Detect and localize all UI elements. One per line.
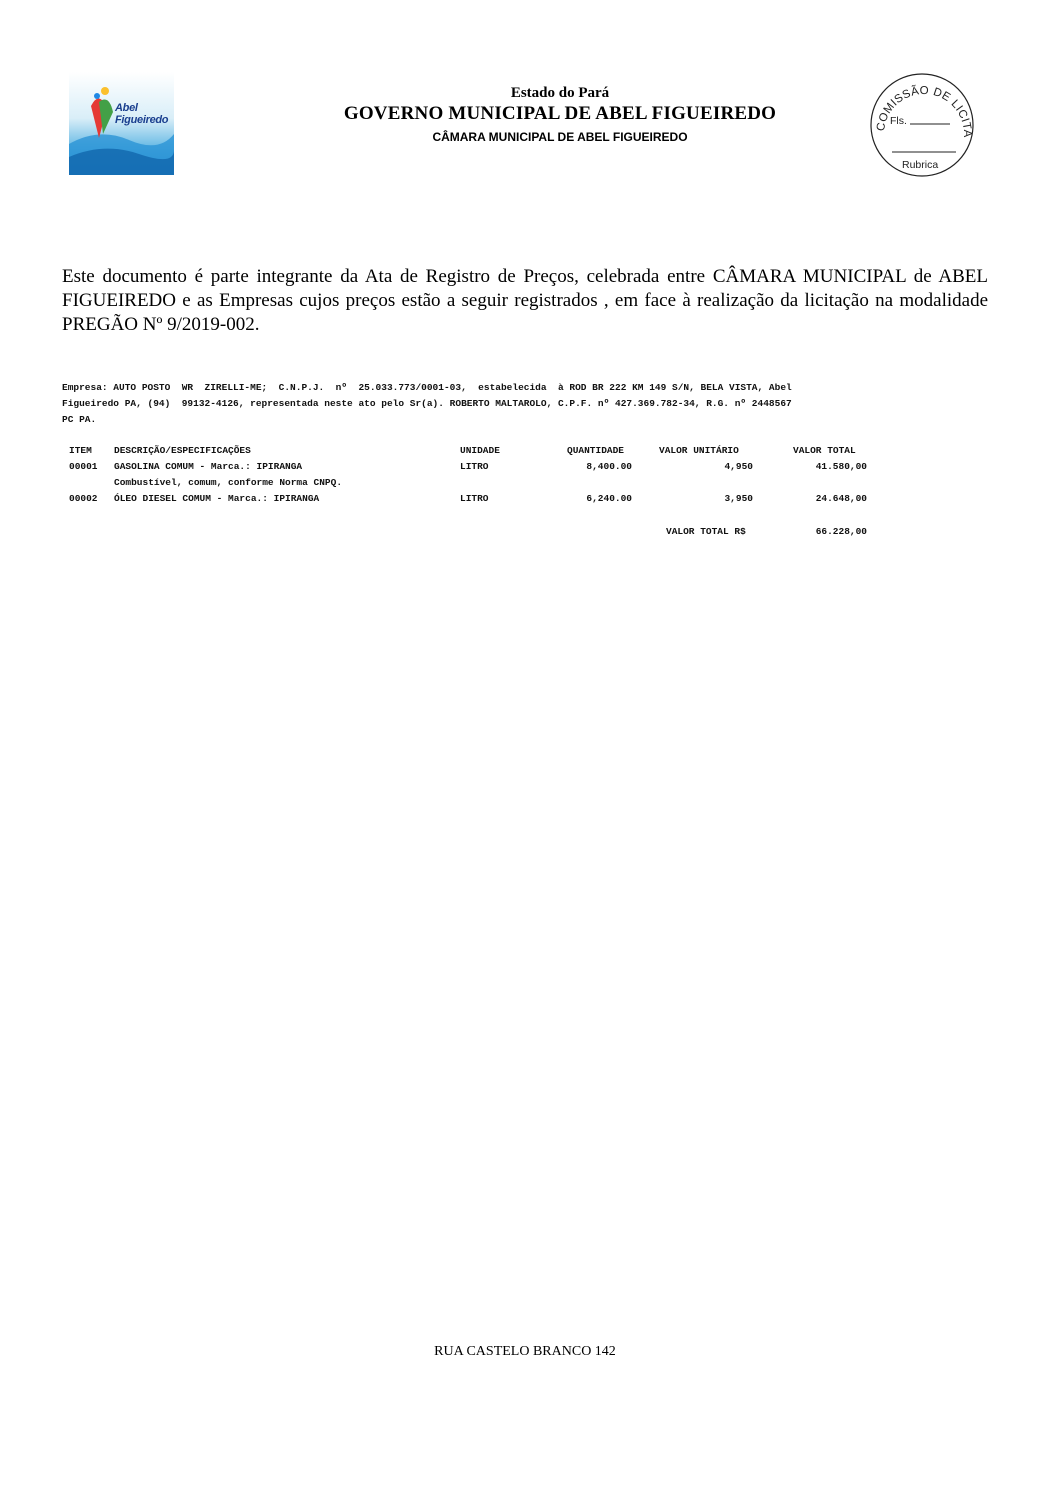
stamp-ring-text: COMISSÃO DE LICITA bbox=[874, 84, 974, 138]
row-unit-price: 3,950 bbox=[724, 493, 753, 504]
footer-address: RUA CASTELO BRANCO 142 bbox=[434, 1344, 616, 1359]
table-row bbox=[0, 459, 1058, 475]
row-unit: LITRO bbox=[460, 493, 489, 504]
table-header bbox=[0, 443, 1058, 459]
row-description-extra: Combustível, comum, conforme Norma CNPQ. bbox=[114, 477, 343, 488]
document-header bbox=[280, 84, 840, 146]
chamber-name: CÂMARA MUNICIPAL DE ABEL FIGUEIREDO bbox=[432, 130, 688, 144]
row-description: GASOLINA COMUM - Marca.: IPIRANGA bbox=[114, 461, 303, 472]
table-row-continuation bbox=[0, 475, 1058, 491]
row-quantity: 8,400.00 bbox=[586, 461, 632, 472]
row-description: ÓLEO DIESEL COMUM - Marca.: IPIRANGA bbox=[114, 493, 320, 504]
header-description: DESCRIÇÃO/ESPECIFICAÇÕES bbox=[114, 445, 251, 456]
company-line-1: Empresa: AUTO POSTO WR ZIRELLI-ME; C.N.P.J. nº 25.033.773/0001-03, estabelecida à ROD BR 222 KM 149 S/N, BELA VISTA, Abel bbox=[62, 382, 792, 393]
row-total: 24.648,00 bbox=[815, 493, 867, 504]
svg-text:COMISSÃO DE LICITAÇÃO bbox=[868, 72, 973, 138]
row-quantity: 6,240.00 bbox=[586, 493, 632, 504]
government-name: GOVERNO MUNICIPAL DE ABEL FIGUEIREDO bbox=[343, 103, 777, 124]
grand-total-value: 66.228,00 bbox=[815, 526, 867, 537]
grand-total-row bbox=[0, 524, 1058, 540]
commission-stamp bbox=[868, 72, 976, 178]
stamp-fls-label: Fls. bbox=[890, 115, 907, 127]
state-name: Estado do Pará bbox=[510, 85, 610, 101]
row-unit: LITRO bbox=[460, 461, 489, 472]
logo-text: Abel Figueiredo bbox=[115, 102, 169, 126]
header-item: ITEM bbox=[69, 445, 92, 456]
intro-paragraph: Este documento é parte integrante da Ata de Registro de Preços, celebrada entre CÂMARA MUNICIPAL de ABEL FIGUEIREDO e as Empresas cujos preços estão a seguir registrados , em face à realização da licitação na modalidade PREGÃO Nº 9/2019-002. bbox=[62, 266, 988, 335]
header-unit: UNIDADE bbox=[460, 445, 500, 456]
municipal-logo bbox=[69, 72, 174, 175]
table-row bbox=[0, 491, 1058, 507]
header-unit-price: VALOR UNITÁRIO bbox=[659, 445, 739, 456]
row-total: 41.580,00 bbox=[815, 461, 867, 472]
row-item: 00002 bbox=[69, 493, 98, 504]
header-total: VALOR TOTAL bbox=[793, 445, 856, 456]
grand-total-label: VALOR TOTAL R$ bbox=[666, 526, 746, 537]
header-quantity: QUANTIDADE bbox=[567, 445, 625, 456]
company-line-3: PC PA. bbox=[62, 414, 97, 425]
row-item: 00001 bbox=[69, 461, 98, 472]
row-unit-price: 4,950 bbox=[724, 461, 753, 472]
stamp-rubrica-label: Rubrica bbox=[902, 159, 939, 171]
company-line-2: Figueiredo PA, (94) 99132-4126, representada neste ato pelo Sr(a). ROBERTO MALTAROLO, C.P.F. nº 427.369.782-34, R.G. nº 2448567 bbox=[62, 398, 792, 409]
company-info bbox=[62, 380, 922, 428]
